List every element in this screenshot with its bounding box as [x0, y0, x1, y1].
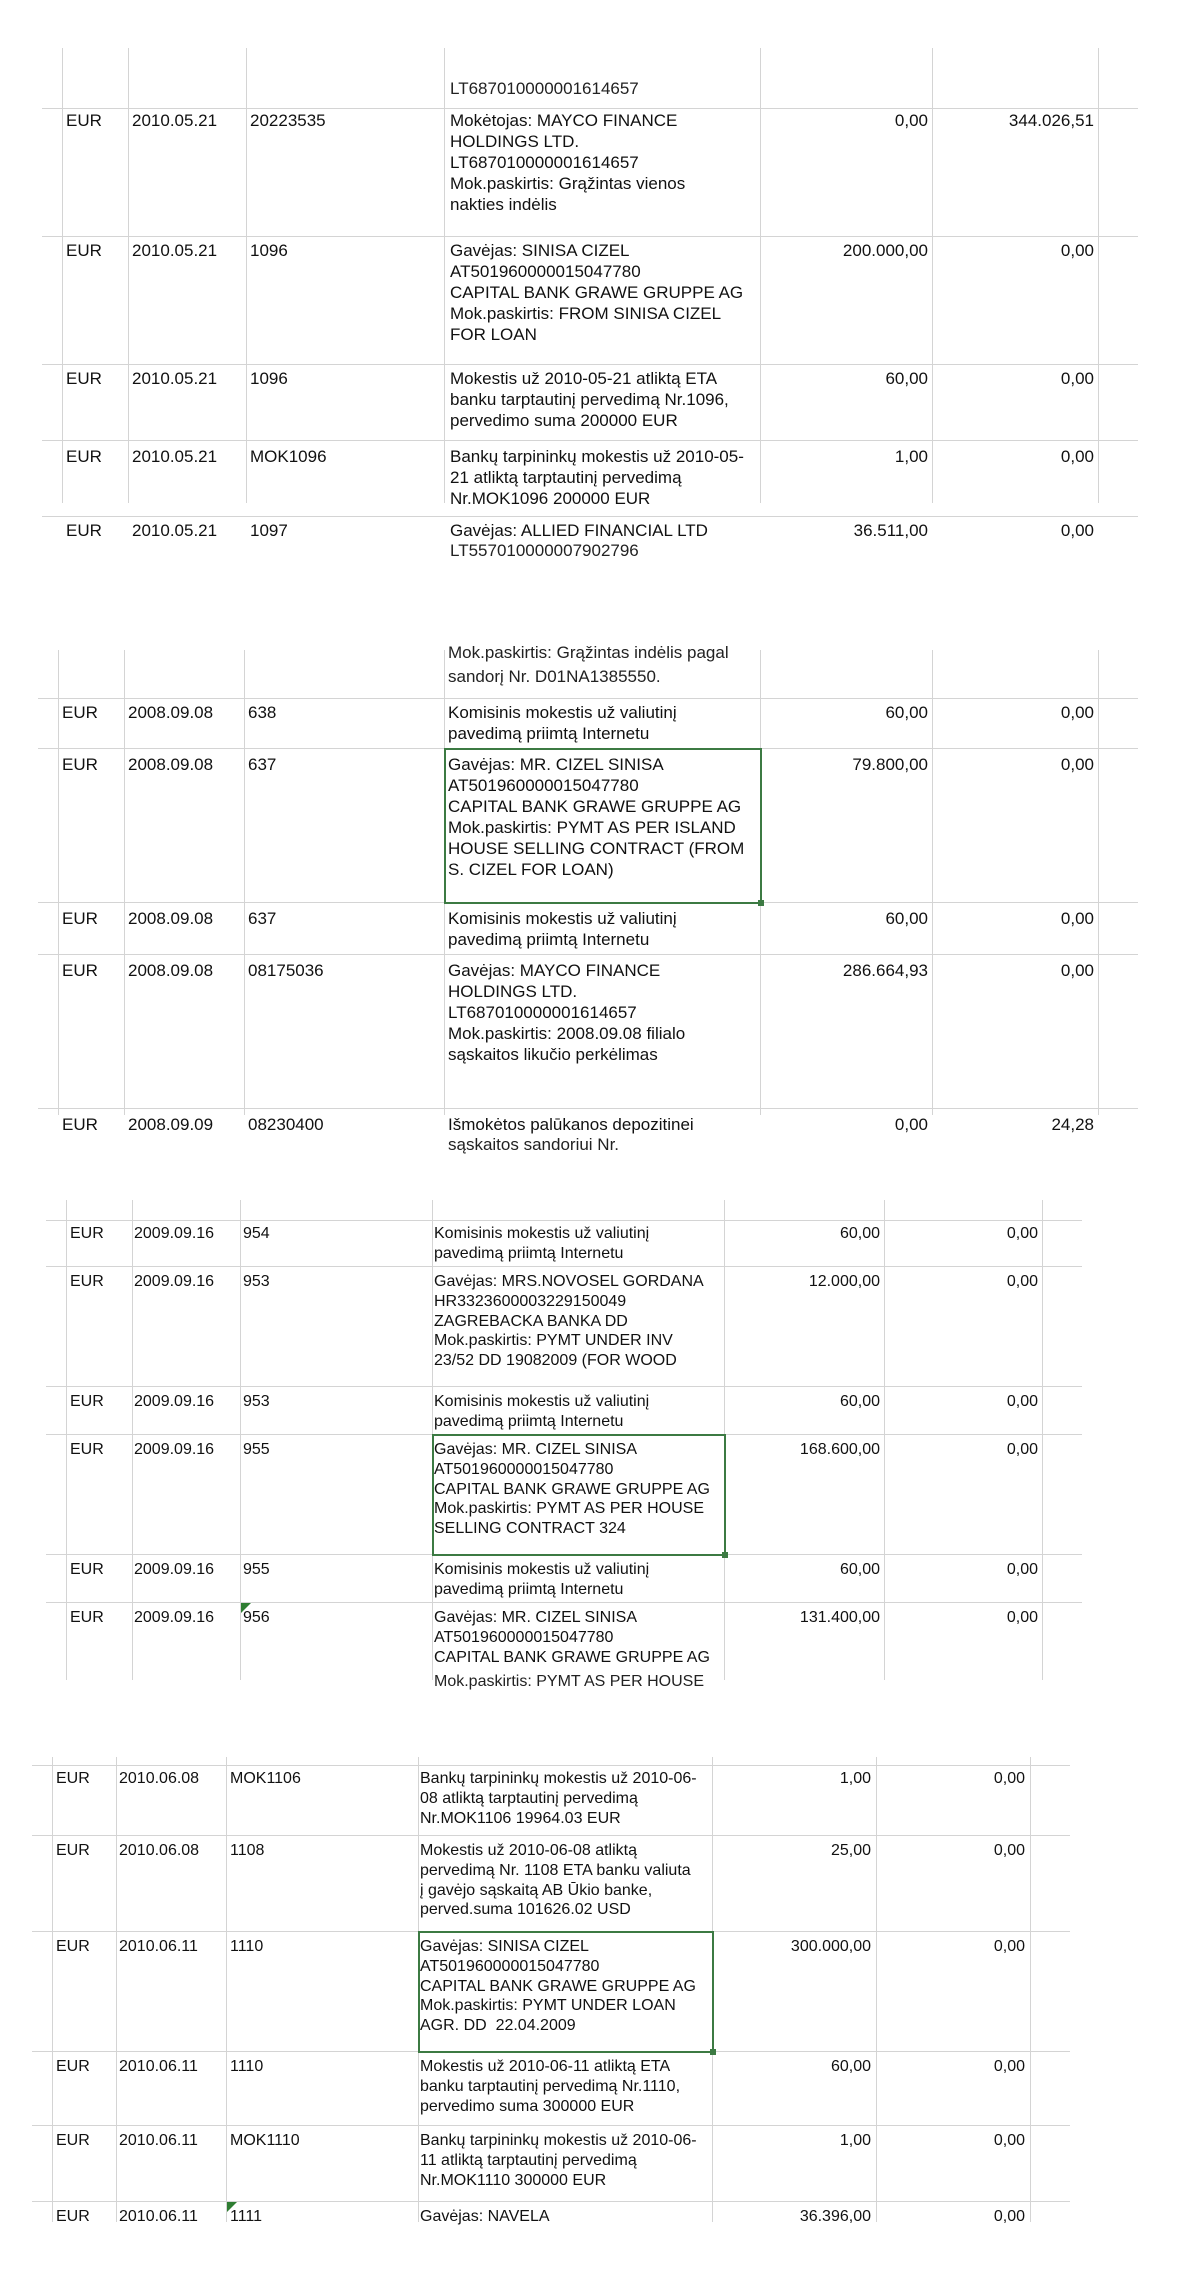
currency-cell[interactable]: EUR	[70, 1225, 104, 1242]
grid-line	[46, 1386, 1082, 1387]
credit-cell[interactable]: 0,00	[1060, 521, 1094, 540]
credit-cell[interactable]: 0,00	[1060, 909, 1094, 928]
document-number-cell[interactable]: 1110	[230, 1938, 264, 1955]
currency-cell[interactable]: EUR	[70, 1393, 104, 1410]
currency-cell[interactable]: EUR	[56, 1842, 90, 1859]
document-number-cell[interactable]: 1097	[250, 521, 288, 540]
cut-off-text: Mok.paskirtis: PYMT AS PER HOUSE	[434, 1673, 704, 1690]
currency-cell[interactable]: EUR	[56, 2208, 90, 2225]
grid-line	[124, 650, 125, 1115]
debit-cell[interactable]: 200.000,00	[842, 241, 928, 260]
currency-cell[interactable]: EUR	[56, 1938, 90, 1955]
document-number-cell[interactable]: 1110	[230, 2058, 264, 2075]
description-cell[interactable]: Bankų tarpininkų mokestis už 2010-05- 21 atliktą tarptautinį pervedimą Nr.MOK1096 200000 EUR	[450, 447, 744, 509]
grid-line	[444, 650, 445, 1115]
debit-cell[interactable]: 60,00	[885, 369, 928, 388]
currency-cell[interactable]: EUR	[70, 1273, 104, 1290]
debit-cell[interactable]: 286.664,93	[842, 961, 928, 980]
credit-cell[interactable]: 0,00	[1006, 1609, 1038, 1626]
document-number-cell[interactable]: MOK1110	[230, 2132, 300, 2149]
credit-cell[interactable]: 0,00	[1006, 1441, 1038, 1458]
grid-line	[444, 48, 445, 503]
document-number-cell[interactable]: 953	[243, 1273, 270, 1290]
grid-line	[760, 48, 761, 503]
credit-cell[interactable]: 0,00	[1006, 1561, 1038, 1578]
currency-cell[interactable]: EUR	[70, 1609, 104, 1626]
description-cell[interactable]: Bankų tarpininkų mokestis už 2010-06- 11 atliktą tarptautinį pervedimą Nr.MOK1110 300000 EUR	[420, 2132, 697, 2189]
document-number-cell[interactable]: 956	[243, 1609, 270, 1626]
description-cell[interactable]: Gavėjas: MAYCO FINANCE HOLDINGS LTD. LT687010000001614657 Mok.paskirtis: 2008.09.08 filialo sąskaitos likučio perkėlimas	[448, 961, 686, 1065]
credit-cell[interactable]: 0,00	[1060, 447, 1094, 466]
description-cell[interactable]: Komisinis mokestis už valiutinį pavedimą priimtą Internetu	[434, 1561, 650, 1598]
debit-cell[interactable]: 60,00	[885, 703, 928, 722]
currency-cell[interactable]: EUR	[62, 1115, 98, 1134]
debit-cell[interactable]: 1,00	[894, 447, 928, 466]
debit-cell[interactable]: 168.600,00	[799, 1441, 880, 1458]
credit-cell[interactable]: 0,00	[993, 2058, 1025, 2075]
description-cell[interactable]: Komisinis mokestis už valiutinį pavedimą priimtą Internetu	[448, 909, 677, 950]
description-cell[interactable]: Gavėjas: MR. CIZEL SINISA AT501960000015047780 CAPITAL BANK GRAWE GRUPPE AG Mok.paskirtis: PYMT AS PER HOUSE SELLING CONTRACT 324	[434, 1441, 710, 1538]
debit-cell[interactable]: 12.000,00	[808, 1273, 880, 1290]
document-number-cell[interactable]: 638	[248, 703, 277, 722]
currency-cell[interactable]: EUR	[66, 241, 102, 260]
date-cell[interactable]: 2008.09.09	[128, 1115, 214, 1134]
document-number-cell[interactable]: 953	[243, 1393, 270, 1410]
debit-cell[interactable]: 60,00	[885, 909, 928, 928]
document-number-cell[interactable]: 1108	[230, 1842, 265, 1859]
description-cell[interactable]: Gavėjas: MRS.NOVOSEL GORDANA HR3323600003229150049 ZAGREBACKA BANKA DD Mok.paskirtis: PYMT UNDER INV 23/52 DD 19082009 (FOR WOOD	[434, 1273, 704, 1370]
date-cell[interactable]: 2008.09.08	[128, 909, 214, 928]
grid-line	[42, 236, 1138, 237]
description-cell[interactable]: Mokestis už 2010-06-08 atliktą pervedimą Nr. 1108 ETA banku valiuta į gavėjo sąskaitą AB Ūkio banke, perved.suma 101626.02 USD	[420, 1842, 691, 1919]
date-cell[interactable]: 2010.06.11	[119, 2132, 198, 2149]
grid-line	[876, 1757, 877, 2222]
grid-line	[226, 1757, 227, 2222]
document-number-cell[interactable]: MOK1106	[230, 1770, 301, 1787]
credit-cell[interactable]: 0,00	[993, 2132, 1025, 2149]
grid-line	[32, 2125, 1070, 2126]
grid-line	[42, 364, 1138, 365]
debit-cell[interactable]: 131.400,00	[799, 1609, 880, 1626]
grid-line	[66, 1200, 67, 1680]
date-cell[interactable]: 2009.09.16	[134, 1561, 215, 1578]
debit-cell[interactable]: 0,00	[894, 111, 928, 130]
grid-line	[42, 440, 1138, 441]
debit-cell[interactable]: 60,00	[830, 2058, 871, 2075]
description-cell[interactable]: Komisinis mokestis už valiutinį pavedimą priimtą Internetu	[434, 1393, 650, 1430]
currency-cell[interactable]: EUR	[70, 1561, 104, 1578]
grid-line	[132, 1200, 133, 1680]
grid-line	[32, 2051, 1070, 2052]
currency-cell[interactable]: EUR	[66, 369, 102, 388]
date-cell[interactable]: 2010.05.21	[132, 447, 218, 466]
grid-line	[46, 1434, 1082, 1435]
description-cell[interactable]: Bankų tarpininkų mokestis už 2010-06- 08 atliktą tarptautinį pervedimą Nr.MOK1106 19964.03 EUR	[420, 1770, 697, 1827]
credit-cell[interactable]: 0,00	[1006, 1225, 1038, 1242]
description-cell[interactable]: Gavėjas: SINISA CIZEL AT501960000015047780 CAPITAL BANK GRAWE GRUPPE AG Mok.paskirtis: PYMT UNDER LOAN AGR. DD 22.04.2009	[420, 1938, 696, 2035]
description-cell[interactable]: Mokėtojas: MAYCO FINANCE HOLDINGS LTD. LT687010000001614657 Mok.paskirtis: Grąžintas vienos nakties indėlis	[450, 111, 686, 215]
currency-cell[interactable]: EUR	[62, 909, 98, 928]
credit-cell[interactable]: 0,00	[1060, 703, 1094, 722]
document-number-cell[interactable]: MOK1096	[250, 447, 327, 466]
description-cell[interactable]: Komisinis mokestis už valiutinį pavedimą priimtą Internetu	[448, 703, 677, 744]
currency-cell[interactable]: EUR	[56, 1770, 90, 1787]
credit-cell[interactable]: 0,00	[1006, 1273, 1038, 1290]
document-number-cell[interactable]: 637	[248, 755, 277, 774]
document-number-cell[interactable]: 1111	[230, 2208, 263, 2225]
currency-cell[interactable]: EUR	[62, 961, 98, 980]
description-cell[interactable]: Gavėjas: SINISA CIZEL AT501960000015047780 CAPITAL BANK GRAWE GRUPPE AG Mok.paskirtis: FROM SINISA CIZEL FOR LOAN	[450, 241, 744, 345]
spreadsheet-panel	[0, 1200, 1160, 1690]
date-cell[interactable]: 2009.09.16	[134, 1273, 215, 1290]
cut-off-text: sandorį Nr. D01NA1385550.	[448, 667, 661, 686]
grid-line	[932, 48, 933, 503]
description-cell[interactable]: Komisinis mokestis už valiutinį pavedimą priimtą Internetu	[434, 1225, 650, 1262]
date-cell[interactable]: 2010.05.21	[132, 111, 218, 130]
document-number-cell[interactable]: 08230400	[248, 1115, 324, 1134]
grid-line	[246, 48, 247, 503]
date-cell[interactable]: 2009.09.16	[134, 1609, 215, 1626]
credit-cell[interactable]: 24,28	[1051, 1115, 1094, 1134]
debit-cell[interactable]: 0,00	[894, 1115, 928, 1134]
grid-line	[46, 1266, 1082, 1267]
document-number-cell[interactable]: 637	[248, 909, 277, 928]
grid-line	[38, 1108, 1138, 1109]
grid-line	[32, 1765, 1070, 1766]
grid-line	[932, 650, 933, 1115]
credit-cell[interactable]: 344.026,51	[1008, 111, 1094, 130]
grid-line	[32, 1835, 1070, 1836]
date-cell[interactable]: 2010.06.08	[119, 1770, 200, 1787]
grid-line	[724, 1200, 725, 1680]
grid-line	[1042, 1200, 1043, 1680]
grid-line	[52, 1757, 53, 2222]
date-cell[interactable]: 2008.09.08	[128, 755, 214, 774]
description-cell[interactable]: Išmokėtos palūkanos depozitinei	[448, 1115, 694, 1134]
debit-cell[interactable]: 36.396,00	[799, 2208, 871, 2225]
credit-cell[interactable]: 0,00	[993, 2208, 1025, 2225]
grid-line	[58, 650, 59, 1115]
grid-line	[1030, 1757, 1031, 2222]
currency-cell[interactable]: EUR	[66, 521, 102, 540]
credit-cell[interactable]: 0,00	[1060, 755, 1094, 774]
document-number-cell[interactable]: 955	[243, 1561, 270, 1578]
grid-line	[38, 954, 1138, 955]
credit-cell[interactable]: 0,00	[993, 1938, 1025, 1955]
debit-cell[interactable]: 300.000,00	[790, 1938, 871, 1955]
date-cell[interactable]: 2010.05.21	[132, 241, 218, 260]
description-cell[interactable]: Gavėjas: MR. CIZEL SINISA AT501960000015047780 CAPITAL BANK GRAWE GRUPPE AG Mok.paskirtis: PYMT AS PER ISLAND HOUSE SELLING CONTRACT (FROM S. CIZEL FOR LOAN)	[448, 755, 745, 880]
grid-line	[1098, 48, 1099, 503]
grid-line	[32, 2201, 1070, 2202]
date-cell[interactable]: 2010.06.08	[119, 1842, 200, 1859]
description-cell[interactable]: Gavėjas: MR. CIZEL SINISA AT501960000015047780 CAPITAL BANK GRAWE GRUPPE AG	[434, 1609, 710, 1666]
debit-cell[interactable]: 60,00	[839, 1393, 880, 1410]
cut-off-text: LT687010000001614657	[450, 79, 639, 98]
grid-line	[712, 1757, 713, 2222]
date-cell[interactable]: 2008.09.08	[128, 961, 214, 980]
spreadsheet-panel	[0, 48, 1160, 560]
grid-line	[46, 1220, 1082, 1221]
document-number-cell[interactable]: 20223535	[250, 111, 326, 130]
grid-line	[760, 650, 761, 1115]
date-cell[interactable]: 2009.09.16	[134, 1441, 215, 1458]
date-cell[interactable]: 2010.05.21	[132, 521, 218, 540]
credit-cell[interactable]: 0,00	[993, 1770, 1025, 1787]
grid-line	[46, 1602, 1082, 1603]
currency-cell[interactable]: EUR	[66, 111, 102, 130]
debit-cell[interactable]: 60,00	[839, 1225, 880, 1242]
date-cell[interactable]: 2008.09.08	[128, 703, 214, 722]
credit-cell[interactable]: 0,00	[1060, 241, 1094, 260]
credit-cell[interactable]: 0,00	[993, 1842, 1025, 1859]
document-number-cell[interactable]: 1096	[250, 241, 288, 260]
grid-line	[38, 698, 1138, 699]
grid-line	[432, 1200, 433, 1680]
grid-line	[38, 748, 1138, 749]
document-number-cell[interactable]: 08175036	[248, 961, 324, 980]
description-cell[interactable]: Mokestis už 2010-06-11 atliktą ETA banku tarptautinį pervedimą Nr.1110, pervedimo suma 300000 EUR	[420, 2058, 681, 2115]
grid-line	[884, 1200, 885, 1680]
debit-cell[interactable]: 1,00	[839, 2132, 871, 2149]
debit-cell[interactable]: 36.511,00	[853, 521, 928, 540]
grid-line	[1098, 650, 1099, 1115]
currency-cell[interactable]: EUR	[66, 447, 102, 466]
credit-cell[interactable]: 0,00	[1006, 1393, 1038, 1410]
debit-cell[interactable]: 25,00	[830, 1842, 871, 1859]
date-cell[interactable]: 2009.09.16	[134, 1225, 215, 1242]
currency-cell[interactable]: EUR	[70, 1441, 104, 1458]
grid-line	[418, 1757, 419, 2222]
description-cell[interactable]: Gavėjas: ALLIED FINANCIAL LTD	[450, 521, 708, 540]
date-cell[interactable]: 2010.06.11	[119, 2208, 198, 2225]
cut-off-text: Mok.paskirtis: Grąžintas indėlis pagal	[448, 643, 729, 662]
currency-cell[interactable]: EUR	[62, 703, 98, 722]
cut-off-text: sąskaitos sandoriui Nr.	[448, 1135, 620, 1154]
currency-cell[interactable]: EUR	[62, 755, 98, 774]
cell-comment-marker-icon	[227, 2202, 237, 2212]
description-cell[interactable]: Gavėjas: NAVELA	[420, 2208, 550, 2225]
document-number-cell[interactable]: 955	[243, 1441, 270, 1458]
grid-line	[244, 650, 245, 1115]
date-cell[interactable]: 2010.06.11	[119, 1938, 198, 1955]
cut-off-text: LT557010000007902796	[450, 541, 639, 560]
debit-cell[interactable]: 60,00	[839, 1561, 880, 1578]
grid-line	[46, 1554, 1082, 1555]
date-cell[interactable]: 2009.09.16	[134, 1393, 215, 1410]
date-cell[interactable]: 2010.06.11	[119, 2058, 198, 2075]
grid-line	[38, 902, 1138, 903]
cell-comment-marker-icon	[241, 1603, 251, 1613]
document-number-cell[interactable]: 954	[243, 1225, 270, 1242]
debit-cell[interactable]: 79.800,00	[852, 755, 928, 774]
credit-cell[interactable]: 0,00	[1060, 961, 1094, 980]
description-cell[interactable]: Mokestis už 2010-05-21 atliktą ETA banku tarptautinį pervedimą Nr.1096, pervedimo suma 200000 EUR	[450, 369, 729, 431]
grid-line	[128, 48, 129, 503]
grid-line	[42, 516, 1138, 517]
grid-line	[42, 108, 1138, 109]
grid-line	[62, 48, 63, 503]
spreadsheet-panel	[0, 1757, 1160, 2225]
debit-cell[interactable]: 1,00	[839, 1770, 871, 1787]
spreadsheet-panel	[0, 643, 1160, 1154]
grid-line	[32, 1931, 1070, 1932]
credit-cell[interactable]: 0,00	[1060, 369, 1094, 388]
date-cell[interactable]: 2010.05.21	[132, 369, 218, 388]
currency-cell[interactable]: EUR	[56, 2058, 90, 2075]
grid-line	[116, 1757, 117, 2222]
document-number-cell[interactable]: 1096	[250, 369, 288, 388]
currency-cell[interactable]: EUR	[56, 2132, 90, 2149]
